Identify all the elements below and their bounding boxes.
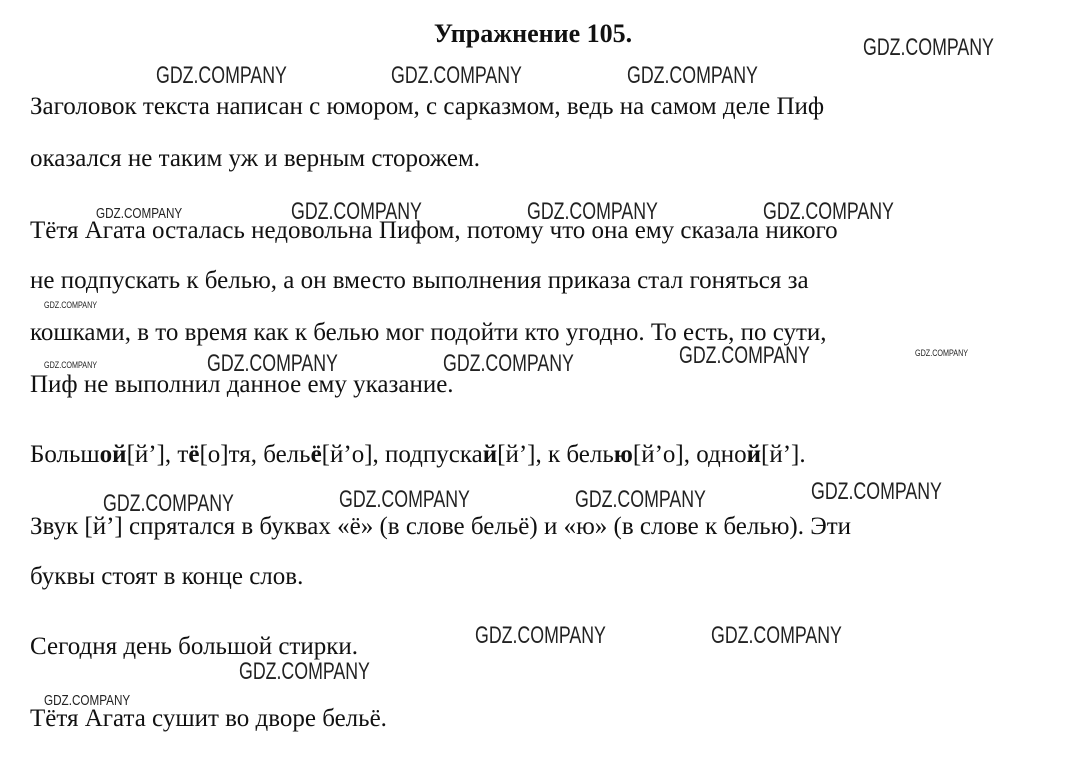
text-segment: [о]тя, бель xyxy=(199,441,311,468)
watermark: GDZ.COMPANY xyxy=(96,205,183,222)
transcription-line xyxy=(30,440,806,470)
watermark: GDZ.COMPANY xyxy=(339,486,470,513)
watermark: GDZ.COMPANY xyxy=(711,622,842,649)
watermark: GDZ.COMPANY xyxy=(103,490,234,517)
text-line: Сегодня день большой стирки. xyxy=(30,633,359,660)
watermark: GDZ.COMPANY xyxy=(915,348,969,358)
text-segment: [й’о], одно xyxy=(632,441,747,468)
watermark: GDZ.COMPANY xyxy=(391,62,522,89)
bold-letter: о xyxy=(99,441,113,468)
watermark: GDZ.COMPANY xyxy=(627,62,758,89)
watermark: GDZ.COMPANY xyxy=(44,692,131,709)
bold-letter: ю xyxy=(613,441,633,468)
text-line: оказался не таким уж и верным сторожем. xyxy=(30,145,481,172)
text-line: Пиф не выполнил данное ему указание. xyxy=(30,371,454,398)
watermark: GDZ.COMPANY xyxy=(291,198,422,225)
text-segment: Больш xyxy=(30,441,100,468)
text-line: не подпускать к белью, а он вместо выполнения приказа стал гоняться за xyxy=(30,267,809,294)
watermark: GDZ.COMPANY xyxy=(575,486,706,513)
watermark: GDZ.COMPANY xyxy=(863,34,994,61)
watermark: GDZ.COMPANY xyxy=(44,300,98,310)
watermark: GDZ.COMPANY xyxy=(475,622,606,649)
bold-letter: ё xyxy=(310,441,322,468)
watermark: GDZ.COMPANY xyxy=(763,198,894,225)
bold-letter: й xyxy=(746,441,762,468)
text-line: кошками, в то время как к белью мог подойти кто угодно. То есть, по сути, xyxy=(30,319,827,346)
text-segment: [й’], к бель xyxy=(497,441,614,468)
text-line: Тётя Агата осталась недовольна Пифом, потому что она ему сказала никого xyxy=(30,217,838,244)
text-line: Заголовок текста написан с юмором, с сарказмом, ведь на самом деле Пиф xyxy=(30,93,825,120)
watermark: GDZ.COMPANY xyxy=(811,478,942,505)
watermark: GDZ.COMPANY xyxy=(679,342,810,369)
text-line: Тётя Агата сушит во дворе бельё. xyxy=(30,705,387,732)
bold-letter: й xyxy=(482,441,498,468)
text-segment: [й’]. xyxy=(761,441,806,468)
text-line: буквы стоят в конце слов. xyxy=(30,563,304,590)
watermark: GDZ.COMPANY xyxy=(443,350,574,377)
text-line: Звук [й’] спрятался в буквах «ё» (в слове бельё) и «ю» (в слове к белью). Эти xyxy=(30,513,852,540)
exercise-title: Упражнение 105. xyxy=(433,19,633,48)
text-segment: [й’о], подпуска xyxy=(321,441,483,468)
watermark: GDZ.COMPANY xyxy=(44,360,98,370)
watermark: GDZ.COMPANY xyxy=(156,62,287,89)
bold-letter: ё xyxy=(188,441,200,468)
bold-letter: й xyxy=(112,441,127,468)
watermark: GDZ.COMPANY xyxy=(239,658,370,685)
watermark: GDZ.COMPANY xyxy=(207,350,338,377)
watermark: GDZ.COMPANY xyxy=(527,198,658,225)
text-segment: [й’], т xyxy=(126,441,189,468)
